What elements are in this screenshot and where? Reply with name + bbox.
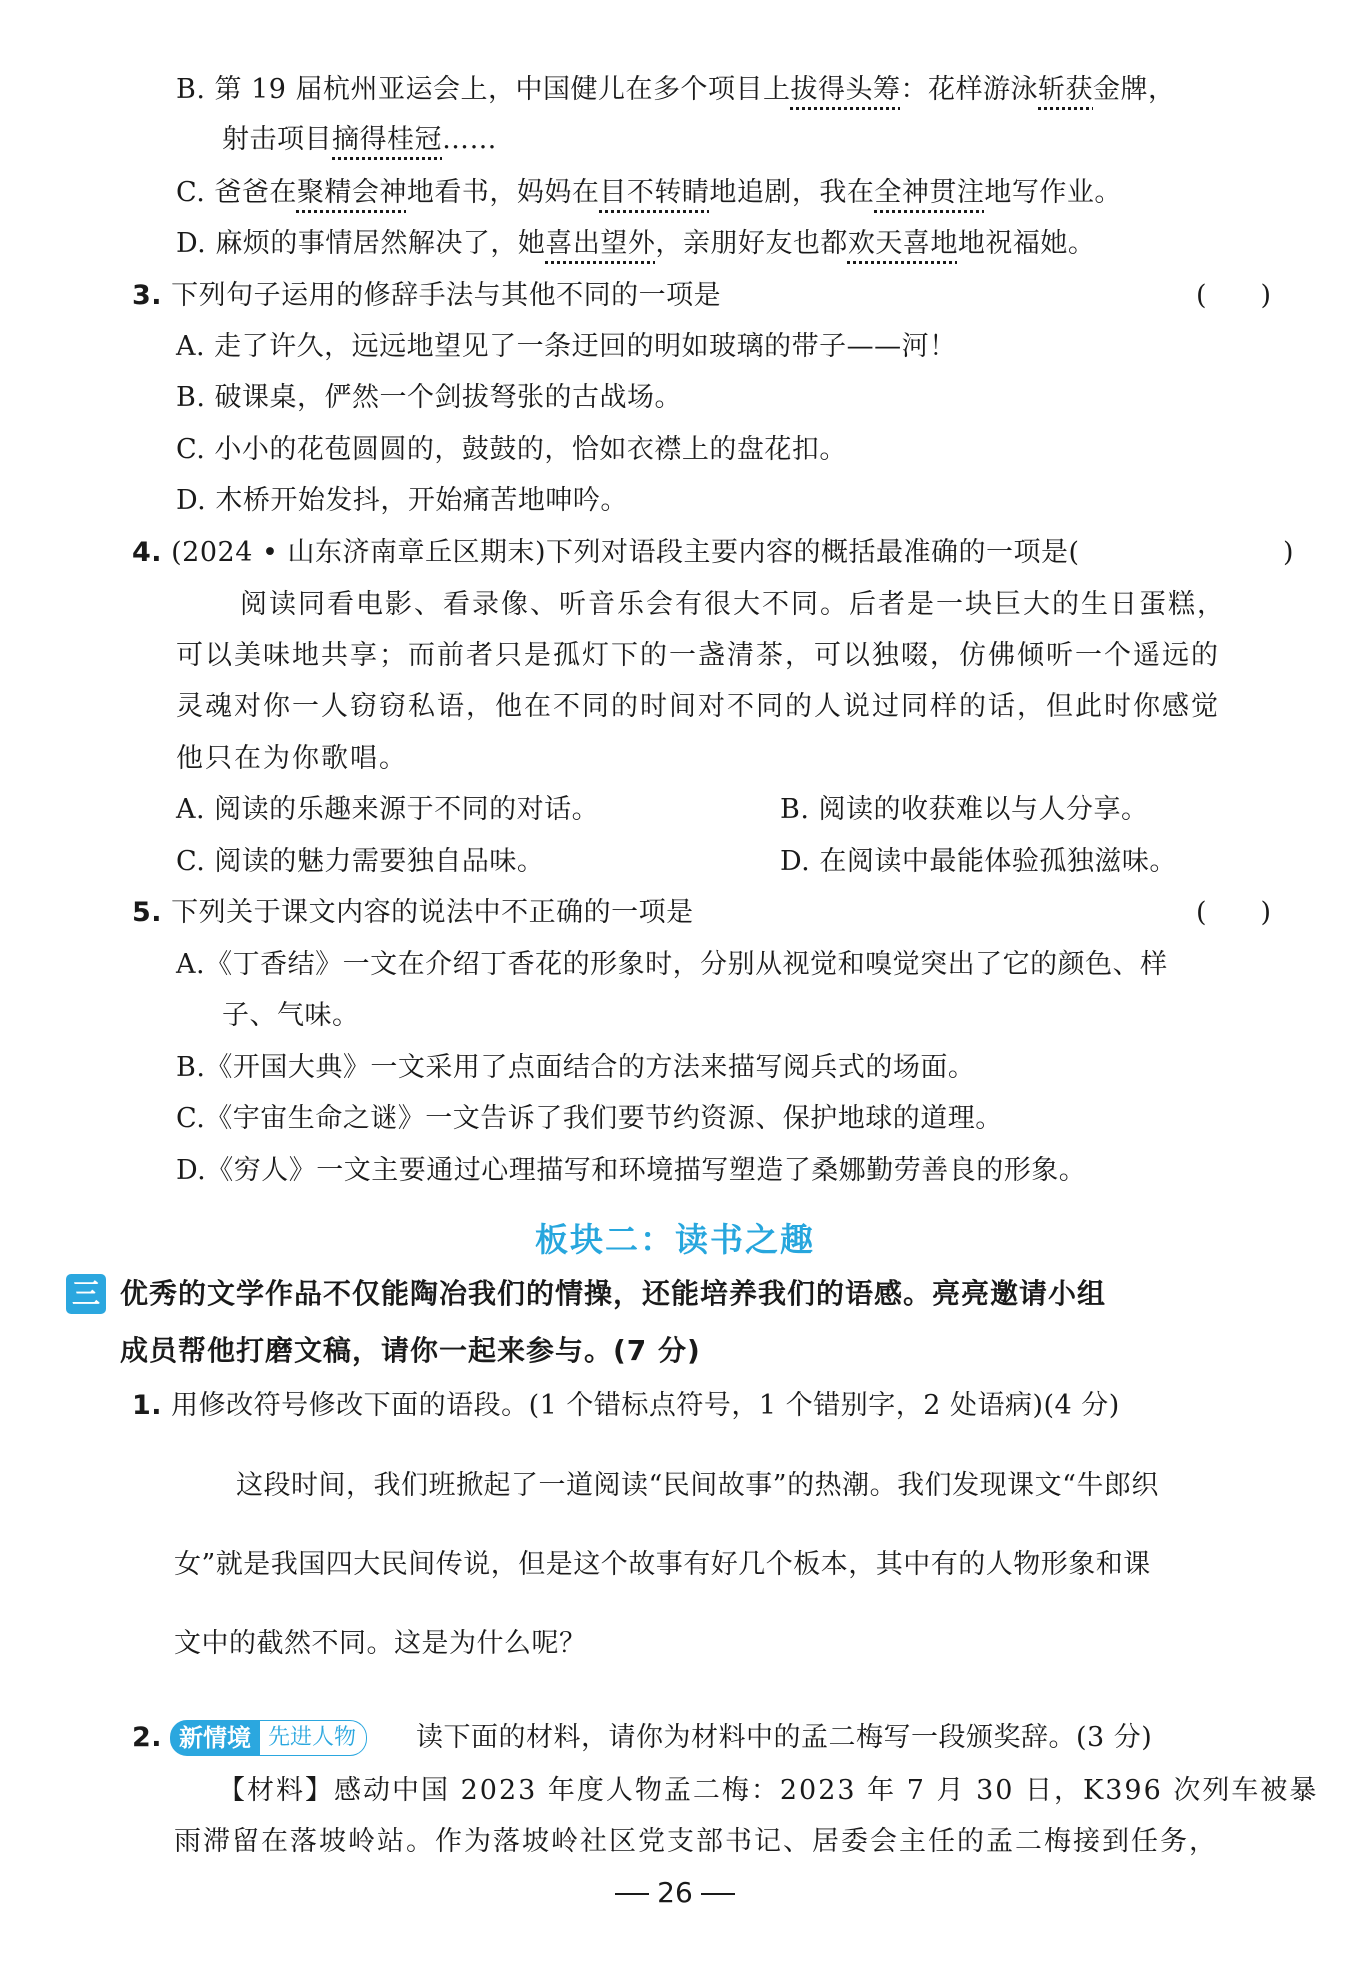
q4-option-d: D. 在阅读中最能体验孤独滋味。 xyxy=(780,846,1177,877)
question-stem: (2024 • 山东济南章丘区期末)下列对语段主要内容的概括最准确的一项是( xyxy=(171,537,1080,568)
p3-q2-number xyxy=(132,1719,162,1757)
text: …… xyxy=(442,124,497,155)
text: 地看书，妈妈在 xyxy=(406,177,600,208)
tag-new-context: 新情境 xyxy=(170,1720,260,1756)
dash-left xyxy=(615,1893,649,1895)
dotted-phrase: 全神贯注 xyxy=(874,177,985,208)
text: 金牌， xyxy=(1093,74,1176,105)
q3-option-b: B. 破课桌，俨然一个剑拔弩张的古战场。 xyxy=(176,382,683,413)
q4-passage-line3: 灵魂对你一人窃窃私语，他在不同的时间对不同的人说过同样的话，但此时你感觉 xyxy=(176,691,1220,722)
q5-stem xyxy=(132,894,694,932)
q4-passage-line1: 阅读同看电影、看录像、听音乐会有很大不同。后者是一块巨大的生日蛋糕， xyxy=(240,589,1226,620)
page-number-value: 26 xyxy=(657,1876,693,1909)
q2-option-b-line1 xyxy=(176,71,1176,109)
text: B. 第 19 届杭州亚运会上，中国健儿在多个项目上 xyxy=(176,74,791,105)
text: ，亲朋好友也都 xyxy=(655,228,848,259)
q5-option-a-line2: 子、气味。 xyxy=(222,1000,360,1031)
p3-q1-passage-line1: 这段时间，我们班掀起了一道阅读“民间故事”的热潮。我们发现课文“牛郎织 xyxy=(236,1470,1159,1501)
dotted-phrase: 欢天喜地 xyxy=(847,228,958,259)
q4-answer-blank-end[interactable]: ) xyxy=(1283,537,1294,568)
q3-option-c: C. 小小的花苞圆圆的，鼓鼓的，恰如衣襟上的盘花扣。 xyxy=(176,434,847,465)
q3-option-d: D. 木桥开始发抖，开始痛苦地呻吟。 xyxy=(176,485,628,516)
text: ：花样游泳 xyxy=(900,74,1039,105)
tag-advanced-figure: 先进人物 xyxy=(260,1720,367,1756)
text: 地追剧，我在 xyxy=(709,177,875,208)
q3-answer-blank[interactable]: ( ) xyxy=(1196,280,1272,311)
question-number: 3. xyxy=(132,280,163,311)
part3-intro-line2: 成员帮他打磨文稿，请你一起来参与。(7 分) xyxy=(120,1334,701,1367)
dotted-phrase: 拔得头筹 xyxy=(790,74,901,105)
q4-option-c: C. 阅读的魅力需要独自品味。 xyxy=(176,846,545,877)
p3-q2-material-line2: 雨滞留在落坡岭站。作为落坡岭社区党支部书记、居委会主任的孟二梅接到任务， xyxy=(174,1826,1218,1857)
p3-q2-stem: 读下面的材料，请你为材料中的孟二梅写一段颁奖辞。(3 分) xyxy=(416,1722,1153,1753)
part-number-badge: 三 xyxy=(66,1274,106,1314)
question-number: 1. xyxy=(132,1390,163,1421)
q5-option-b: B.《开国大典》一文采用了点面结合的方法来描写阅兵式的场面。 xyxy=(176,1052,976,1083)
new-context-tag xyxy=(170,1720,367,1756)
p3-q1-passage-line2: 女”就是我国四大民间传说，但是这个故事有好几个板本，其中有的人物形象和课 xyxy=(174,1549,1151,1580)
question-number: 4. xyxy=(132,537,163,568)
q2-option-c xyxy=(176,174,1122,212)
dotted-phrase: 目不转睛 xyxy=(599,177,710,208)
question-number: 2. xyxy=(132,1722,163,1753)
q2-option-d xyxy=(176,225,1095,263)
question-stem: 下列关于课文内容的说法中不正确的一项是 xyxy=(171,897,694,928)
q5-answer-blank[interactable]: ( ) xyxy=(1196,897,1272,928)
part3-intro-line1: 优秀的文学作品不仅能陶冶我们的情操，还能培养我们的语感。亮亮邀请小组 xyxy=(120,1277,1107,1310)
q4-passage-line2: 可以美味地共享；而前者只是孤灯下的一盏清茶，可以独啜，仿佛倾听一个遥远的 xyxy=(176,640,1220,671)
p3-q1-stem xyxy=(132,1387,1120,1425)
text: D. 麻烦的事情居然解决了，她 xyxy=(176,228,546,259)
dotted-phrase: 摘得桂冠 xyxy=(332,124,442,155)
q3-option-a: A. 走了许久，远远地望见了一条迂回的明如玻璃的带子——河！ xyxy=(176,331,957,362)
q4-option-b: B. 阅读的收获难以与人分享。 xyxy=(780,794,1149,825)
q5-option-d: D.《穷人》一文主要通过心理描写和环境描写塑造了桑娜勤劳善良的形象。 xyxy=(176,1155,1087,1186)
question-stem: 用修改符号修改下面的语段。(1 个错标点符号，1 个错别字，2 处语病)(4 分) xyxy=(171,1390,1120,1421)
p3-q1-passage-line3: 文中的截然不同。这是为什么呢？ xyxy=(174,1628,587,1659)
question-stem: 下列句子运用的修辞手法与其他不同的一项是 xyxy=(171,280,722,311)
p3-q2-material-line1: 【材料】感动中国 2023 年度人物孟二梅：2023 年 7 月 30 日，K396 次列车被暴 xyxy=(218,1775,1319,1806)
q5-option-c: C.《宇宙生命之谜》一文告诉了我们要节约资源、保护地球的道理。 xyxy=(176,1103,1003,1134)
q4-option-a: A. 阅读的乐趣来源于不同的对话。 xyxy=(176,794,600,825)
dotted-phrase: 聚精会神 xyxy=(296,177,407,208)
q4-stem xyxy=(132,534,1080,572)
question-number: 5. xyxy=(132,897,163,928)
dotted-phrase: 喜出望外 xyxy=(545,228,656,259)
section-title: 板块二：读书之趣 xyxy=(535,1220,815,1259)
text: C. 爸爸在 xyxy=(176,177,297,208)
text: 射击项目 xyxy=(222,124,332,155)
dash-right xyxy=(701,1893,735,1895)
text: 地祝福她。 xyxy=(957,228,1096,259)
dotted-phrase: 斩获 xyxy=(1038,74,1094,105)
page-number xyxy=(0,1876,1350,1909)
q5-option-a-line1: A.《丁香结》一文在介绍丁香花的形象时，分别从视觉和嗅觉突出了它的颜色、样 xyxy=(176,949,1168,980)
q2-option-b-line2 xyxy=(222,121,497,159)
q4-passage-line4: 他只在为你歌唱。 xyxy=(176,743,408,774)
text: 地写作业。 xyxy=(984,177,1122,208)
q3-stem xyxy=(132,277,721,315)
